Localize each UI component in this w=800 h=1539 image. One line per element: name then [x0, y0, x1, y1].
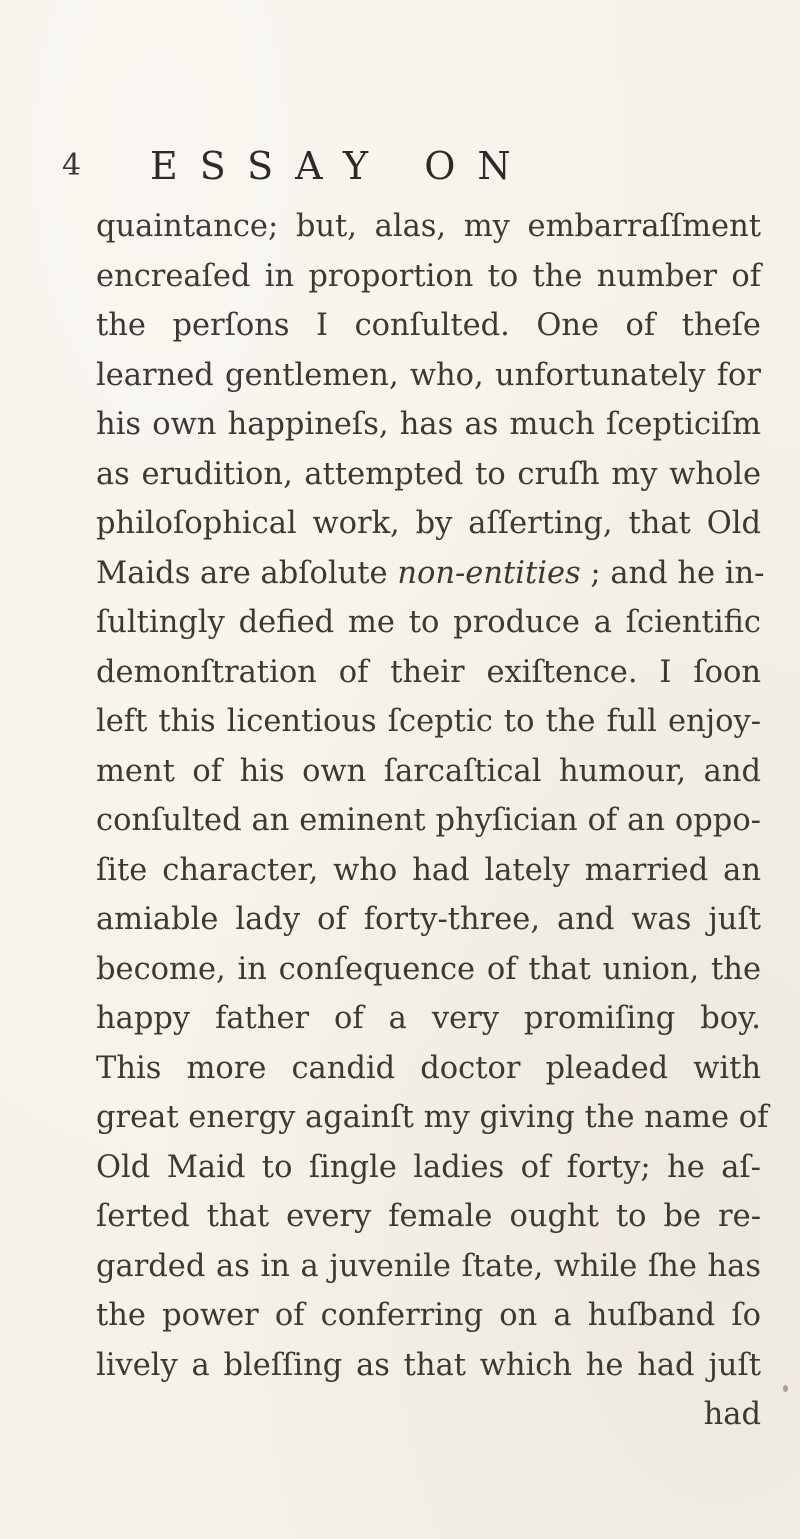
ink-speck — [783, 1385, 788, 1392]
italic-phrase: non-entities — [397, 555, 581, 591]
text-line: ſite character, who had lately married an — [96, 852, 761, 888]
running-title: ESSAY ON — [150, 144, 533, 188]
text-line: ment of his own ſarcaſtical humour, and — [96, 753, 761, 789]
text-line: garded as in a juvenile ſtate, while ſhe has — [96, 1248, 761, 1284]
text-segment: ; and he in- — [580, 555, 765, 591]
page-number: 4 — [62, 148, 82, 183]
body-text — [96, 202, 769, 1440]
text-line: quaintance; but, alas, my embarraſſment — [96, 209, 761, 244]
text-line: the perſons I conſulted. One of theſe — [96, 308, 761, 343]
text-line: lively a bleſſing as that which he had juſt — [96, 1347, 761, 1383]
text-segment: Maids are abſolute — [96, 555, 398, 591]
text-line: demonſtration of their exiſtence. I ſoon — [96, 654, 761, 690]
text-line: philoſophical work, by aſſerting, that Old — [96, 506, 761, 541]
page-header — [0, 140, 800, 190]
text-line: encreaſed in proportion to the number of — [96, 258, 761, 294]
text-line: conſulted an eminent phyſician of an oppo- — [96, 803, 761, 838]
text-line: ſultingly defied me to produce a ſcientific — [96, 605, 761, 640]
text-line: become, in conſequence of that union, the — [96, 951, 761, 987]
text-line: amiable lady of forty-three, and was juſt — [96, 902, 761, 937]
text-line: left this licentious ſceptic to the full enjoy- — [96, 704, 761, 739]
text-line: learned gentlemen, who, unfortunately for — [96, 357, 761, 393]
text-line: This more candid doctor pleaded with — [96, 1050, 761, 1086]
catchword: had — [703, 1397, 761, 1432]
text-line: as erudition, attempted to cruſh my whole — [96, 456, 761, 492]
text-line — [96, 549, 765, 599]
text-line: ſerted that every female ought to be re- — [96, 1199, 761, 1234]
text-line: his own happineſs, has as much ſcepticiſm — [96, 407, 761, 442]
text-line: the power of conferring on a huſband ſo — [96, 1298, 761, 1333]
text-line: Old Maid to ſingle ladies of forty; he aſ- — [96, 1149, 761, 1185]
text-line: great energy againſt my giving the name of — [96, 1100, 769, 1135]
text-line: happy father of a very promiſing boy. — [96, 1001, 761, 1036]
